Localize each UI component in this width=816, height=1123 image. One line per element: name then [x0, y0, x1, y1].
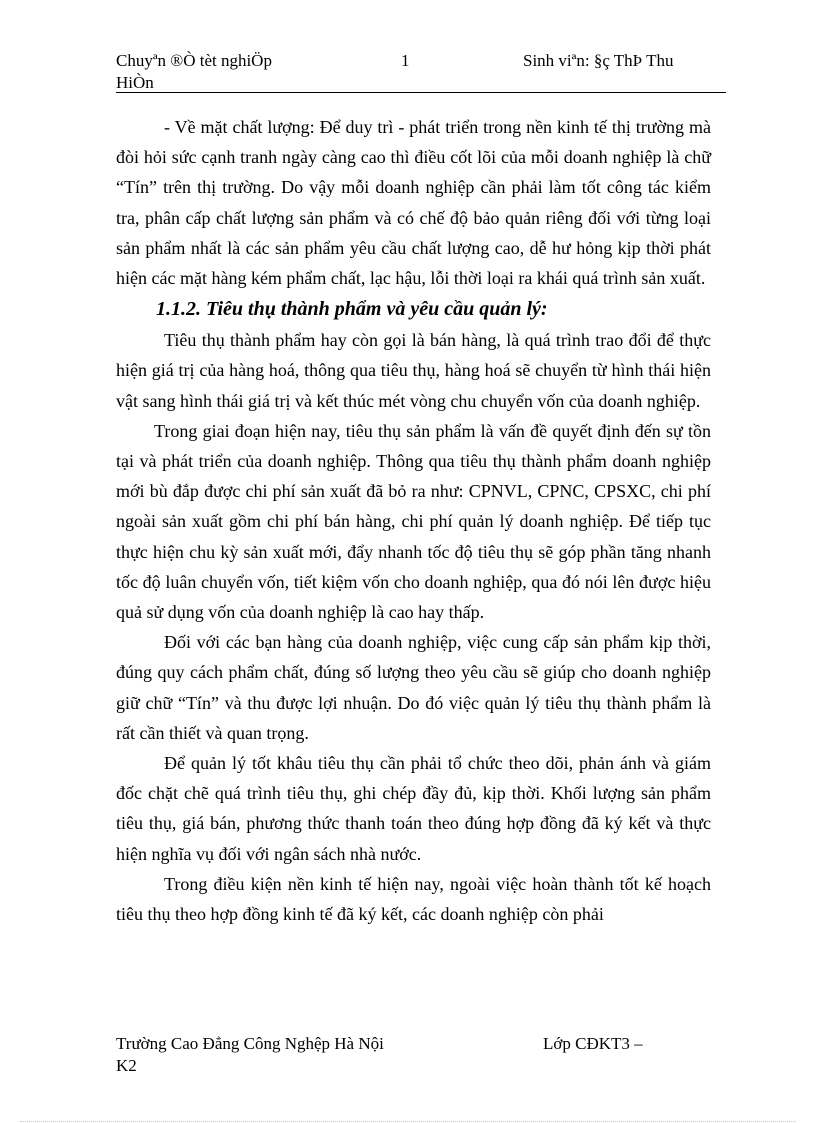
header-doc-title: Chuyªn ®Ò tèt nghiÖp: [116, 51, 272, 70]
paragraph-quality: - Về mặt chất lượng: Để duy trì - phát triển trong nền kinh tế thị trường mà đòi hỏi sức cạnh tranh ngày càng cao thì điều cốt lõi của mỗi doanh nghiệp là chữ “Tín” trên thị trường. Do vậy mỗi doanh nghiệp cần phải làm tốt công tác kiểm tra, phân cấp chất lượng sản phẩm và có chế độ bảo quản riêng đối với từng loại sản phẩm nhất là các sản phẩm yêu cầu chất lượng cao, dễ hư hỏng kịp thời phát hiện các mặt hàng kém phẩm chất, lạc hậu, lỗi thời loại ra khái quá trình sản xuất.: [116, 117, 711, 289]
footer-school: Trường Cao Đẳng Công Nghệp Hà Nội: [116, 1034, 384, 1053]
document-body: [116, 112, 711, 929]
paragraph-management: Để quản lý tốt khâu tiêu thụ cần phải tổ chức theo dõi, phản ánh và giám đốc chặt chẽ quá trình tiêu thụ, ghi chép đầy đủ, kịp thời. Khối lượng sản phẩm tiêu thụ, giá bán, phương thức thanh toán theo đúng hợp đồng đã ký kết và thực hiện nghĩa vụ đối với ngân sách nhà nước.: [116, 753, 711, 864]
section-heading: 1.1.2. Tiêu thụ thành phẩm và yêu cầu quản lý:: [156, 298, 548, 321]
header-divider: [116, 92, 726, 93]
page-bottom-edge: [20, 1121, 796, 1122]
footer-class: Lớp CĐKT3 –: [543, 1034, 643, 1053]
paragraph-partners: Đối với các bạn hàng của doanh nghiệp, việc cung cấp sản phẩm kịp thời, đúng quy cách phẩm chất, đúng số lượng theo yêu cầu sẽ giúp cho doanh nghiệp giữ chữ “Tín” và thu được lợi nhuận. Do đó việc quản lý tiêu thụ thành phẩm là rất cần thiết và quan trọng.: [116, 632, 711, 743]
header-doc-title-cont: HiÒn: [116, 73, 154, 92]
paragraph-economic-conditions: Trong điều kiện nền kinh tế hiện nay, ngoài việc hoàn thành tốt kế hoạch tiêu thụ theo hợp đồng kinh tế đã ký kết, các doanh nghiệp còn phải: [116, 873, 711, 925]
paragraph-current-stage: Trong giai đoạn hiện nay, tiêu thụ sản phẩm là vấn đề quyết định đến sự tồn tại và phát triển của doanh nghiệp. Thông qua tiêu thụ thành phẩm doanh nghiệp mới bù đắp được chi phí sản xuất đã bỏ ra như: CPNVL, CPNC, CPSXC, chi phí ngoài sản xuất gồm chi phí bán hàng, chi phí quản lý doanh nghiệp. Để tiếp tục thực hiện chu kỳ sản xuất mới, đẩy nhanh tốc độ tiêu thụ sẽ góp phần tăng nhanh tốc độ luân chuyển vốn, tiết kiệm vốn cho doanh nghiệp, qua đó nói lên được hiệu quả sử dụng vốn của doanh nghiệp là cao hay thấp.: [116, 420, 711, 623]
header-left: [116, 50, 336, 94]
header-student: Sinh viªn: §ç ThÞ Thu: [523, 51, 674, 70]
paragraph-consumption-definition: Tiêu thụ thành phẩm hay còn gọi là bán hàng, là quá trình trao đổi để thực hiện giá trị của hàng hoá, thông qua tiêu thụ, hàng hoá sẽ chuyển từ hình thái hiện vật sang hình thái giá trị và kết thúc mét vòng chu chuyển vốn của doanh nghiệp.: [116, 330, 711, 411]
page-number: 1: [401, 51, 410, 70]
footer-class-cont: K2: [116, 1056, 137, 1075]
